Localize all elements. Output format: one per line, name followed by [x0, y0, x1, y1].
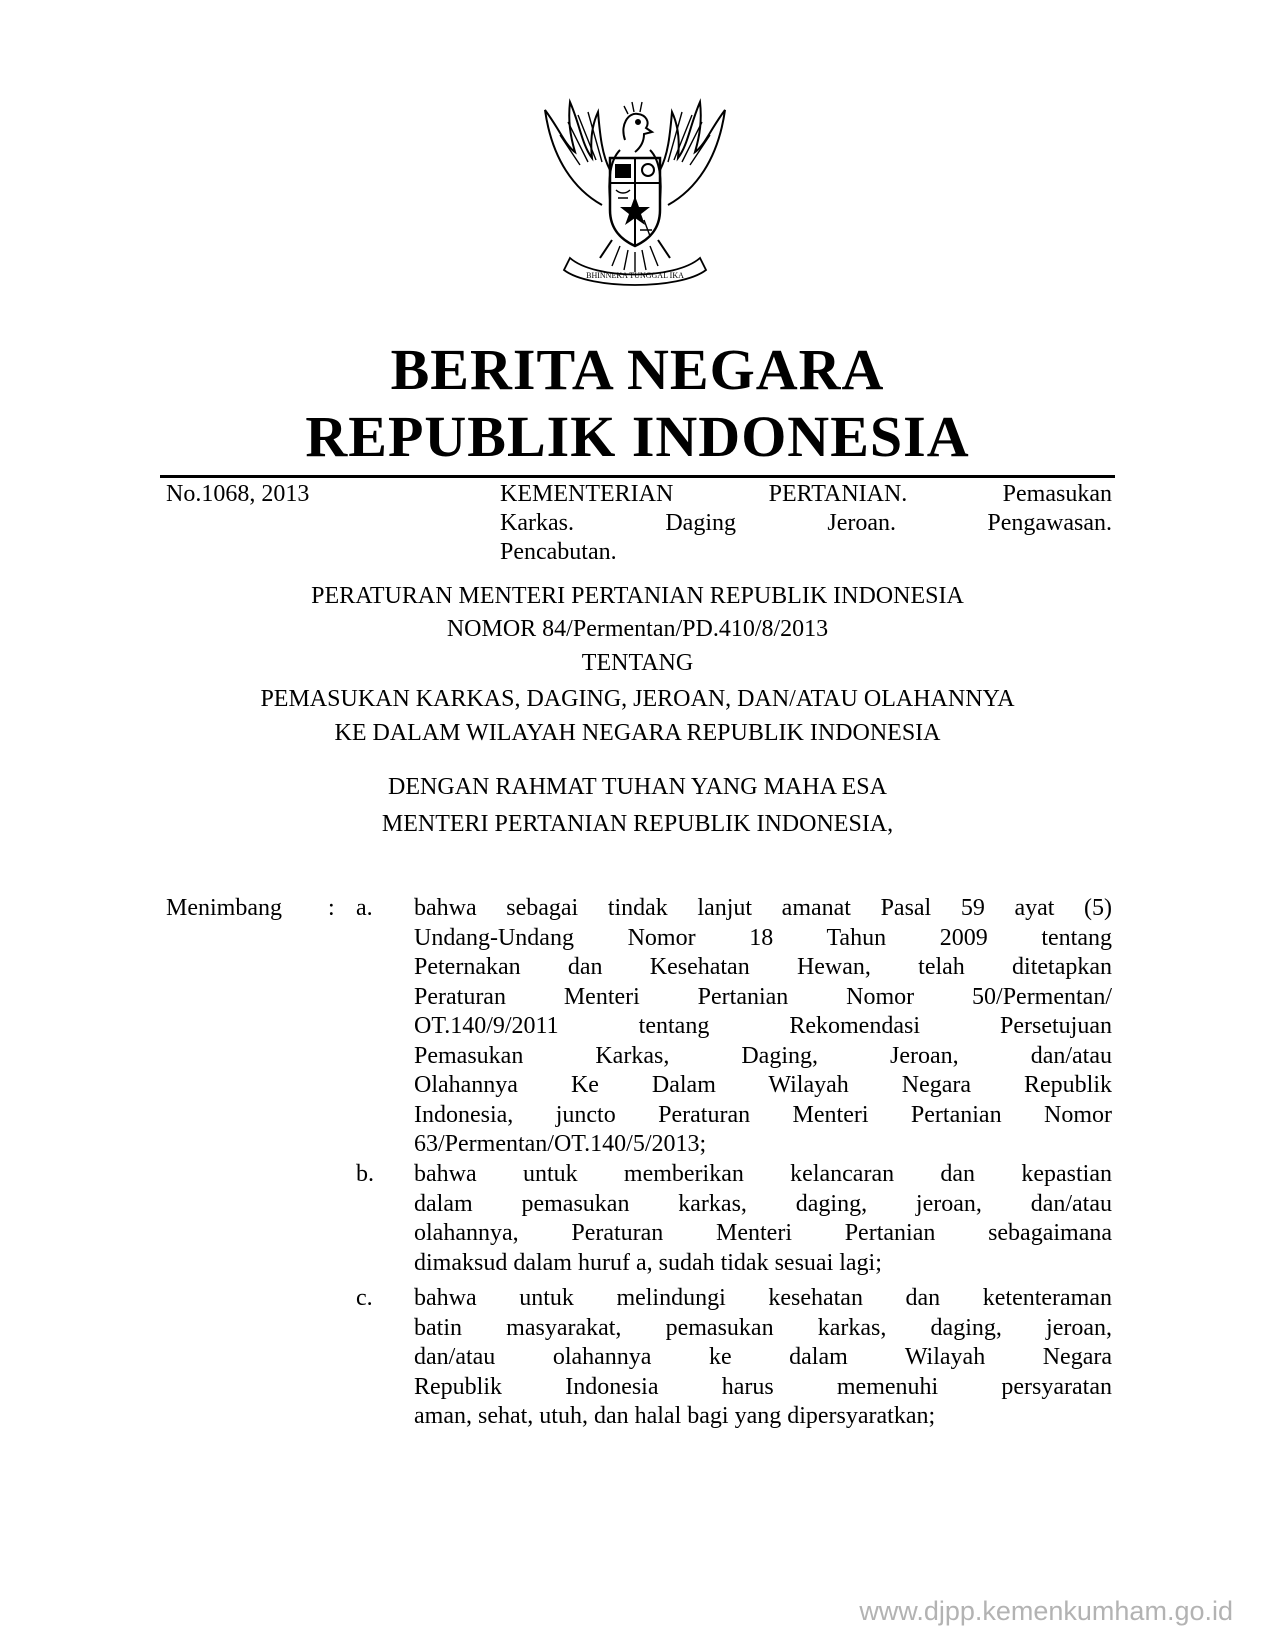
regulation-title: PERATURAN MENTERI PERTANIAN REPUBLIK INDONESIA: [311, 583, 964, 609]
emblem-motto: BHINNEKA TUNGGAL IKA: [586, 271, 684, 280]
regulation-about: TENTANG: [581, 650, 694, 676]
item-marker-c: c.: [356, 1285, 373, 1311]
regulation-subject-line1: PEMASUKAN KARKAS, DAGING, JEROAN, DAN/ATAU OLAHANNYA: [260, 686, 1015, 712]
item-line: bahwa untuk melindungi kesehatan dan ketenteraman: [414, 1285, 1112, 1311]
item-line: Olahannya Ke Dalam Wilayah Negara Republik: [414, 1072, 1112, 1098]
gazette-title-line2: REPUBLIK INDONESIA: [305, 404, 970, 469]
regulation-subject-line2: KE DALAM WILAYAH NEGARA REPUBLIK INDONESIA: [334, 720, 941, 746]
item-line: dimaksud dalam huruf a, sudah tidak sesuai lagi;: [414, 1249, 882, 1276]
item-line: OT.140/9/2011 tentang Rekomendasi Persetujuan: [414, 1013, 1112, 1039]
item-line: Republik Indonesia harus memenuhi persyaratan: [414, 1373, 1112, 1400]
subject-line: Karkas. Daging Jeroan. Pengawasan.: [500, 510, 1112, 536]
invocation: DENGAN RAHMAT TUHAN YANG MAHA ESA: [388, 774, 887, 800]
item-line: Peraturan Menteri Pertanian Nomor 50/Permentan/: [414, 983, 1112, 1010]
item-line: Undang-Undang Nomor 18 Tahun 2009 tentang: [414, 924, 1112, 951]
item-marker-a: a.: [356, 895, 373, 921]
item-line: bahwa untuk memberikan kelancaran dan kepastian: [414, 1161, 1112, 1187]
item-line: bahwa sebagai tindak lanjut amanat Pasal 59 ayat (5): [414, 895, 1112, 921]
minister-title: MENTERI PERTANIAN REPUBLIK INDONESIA,: [381, 811, 894, 837]
considering-item-b: [414, 1160, 1112, 1278]
item-line: aman, sehat, utuh, dan halal bagi yang dipersyaratkan;: [414, 1403, 936, 1429]
item-line: 63/Permentan/OT.140/5/2013;: [414, 1131, 707, 1157]
item-line: olahannya, Peraturan Menteri Pertanian sebagaimana: [414, 1220, 1112, 1246]
item-line: Indonesia, juncto Peraturan Menteri Pertanian Nomor: [414, 1101, 1112, 1128]
item-line: batin masyarakat, pemasukan karkas, daging, jeroan,: [414, 1314, 1112, 1341]
item-line: dalam pemasukan karkas, daging, jeroan, dan/atau: [414, 1190, 1112, 1217]
item-marker-b: b.: [356, 1161, 374, 1187]
footer-url[interactable]: www.djpp.kemenkumham.go.id: [859, 1596, 1233, 1626]
header-divider: [160, 475, 1115, 478]
regulation-number: NOMOR 84/Permentan/PD.410/8/2013: [446, 616, 829, 642]
considering-item-c: [414, 1284, 1112, 1432]
gazette-subject: [500, 480, 1112, 567]
garuda-pancasila-emblem: [540, 90, 730, 290]
gazette-title-line1: BERITA NEGARA: [390, 337, 885, 402]
subject-line: KEMENTERIAN PERTANIAN. Pemasukan: [500, 481, 1112, 507]
considering-label: Menimbang: [166, 895, 282, 921]
considering-colon: :: [328, 895, 335, 921]
item-line: Pemasukan Karkas, Daging, Jeroan, dan/atau: [414, 1042, 1112, 1069]
item-line: dan/atau olahannya ke dalam Wilayah Negara: [414, 1344, 1112, 1370]
subject-line: Pencabutan.: [500, 539, 617, 565]
gazette-number: No.1068, 2013: [166, 481, 310, 507]
item-line: Peternakan dan Kesehatan Hewan, telah ditetapkan: [414, 954, 1112, 980]
considering-item-a: [414, 894, 1112, 1160]
